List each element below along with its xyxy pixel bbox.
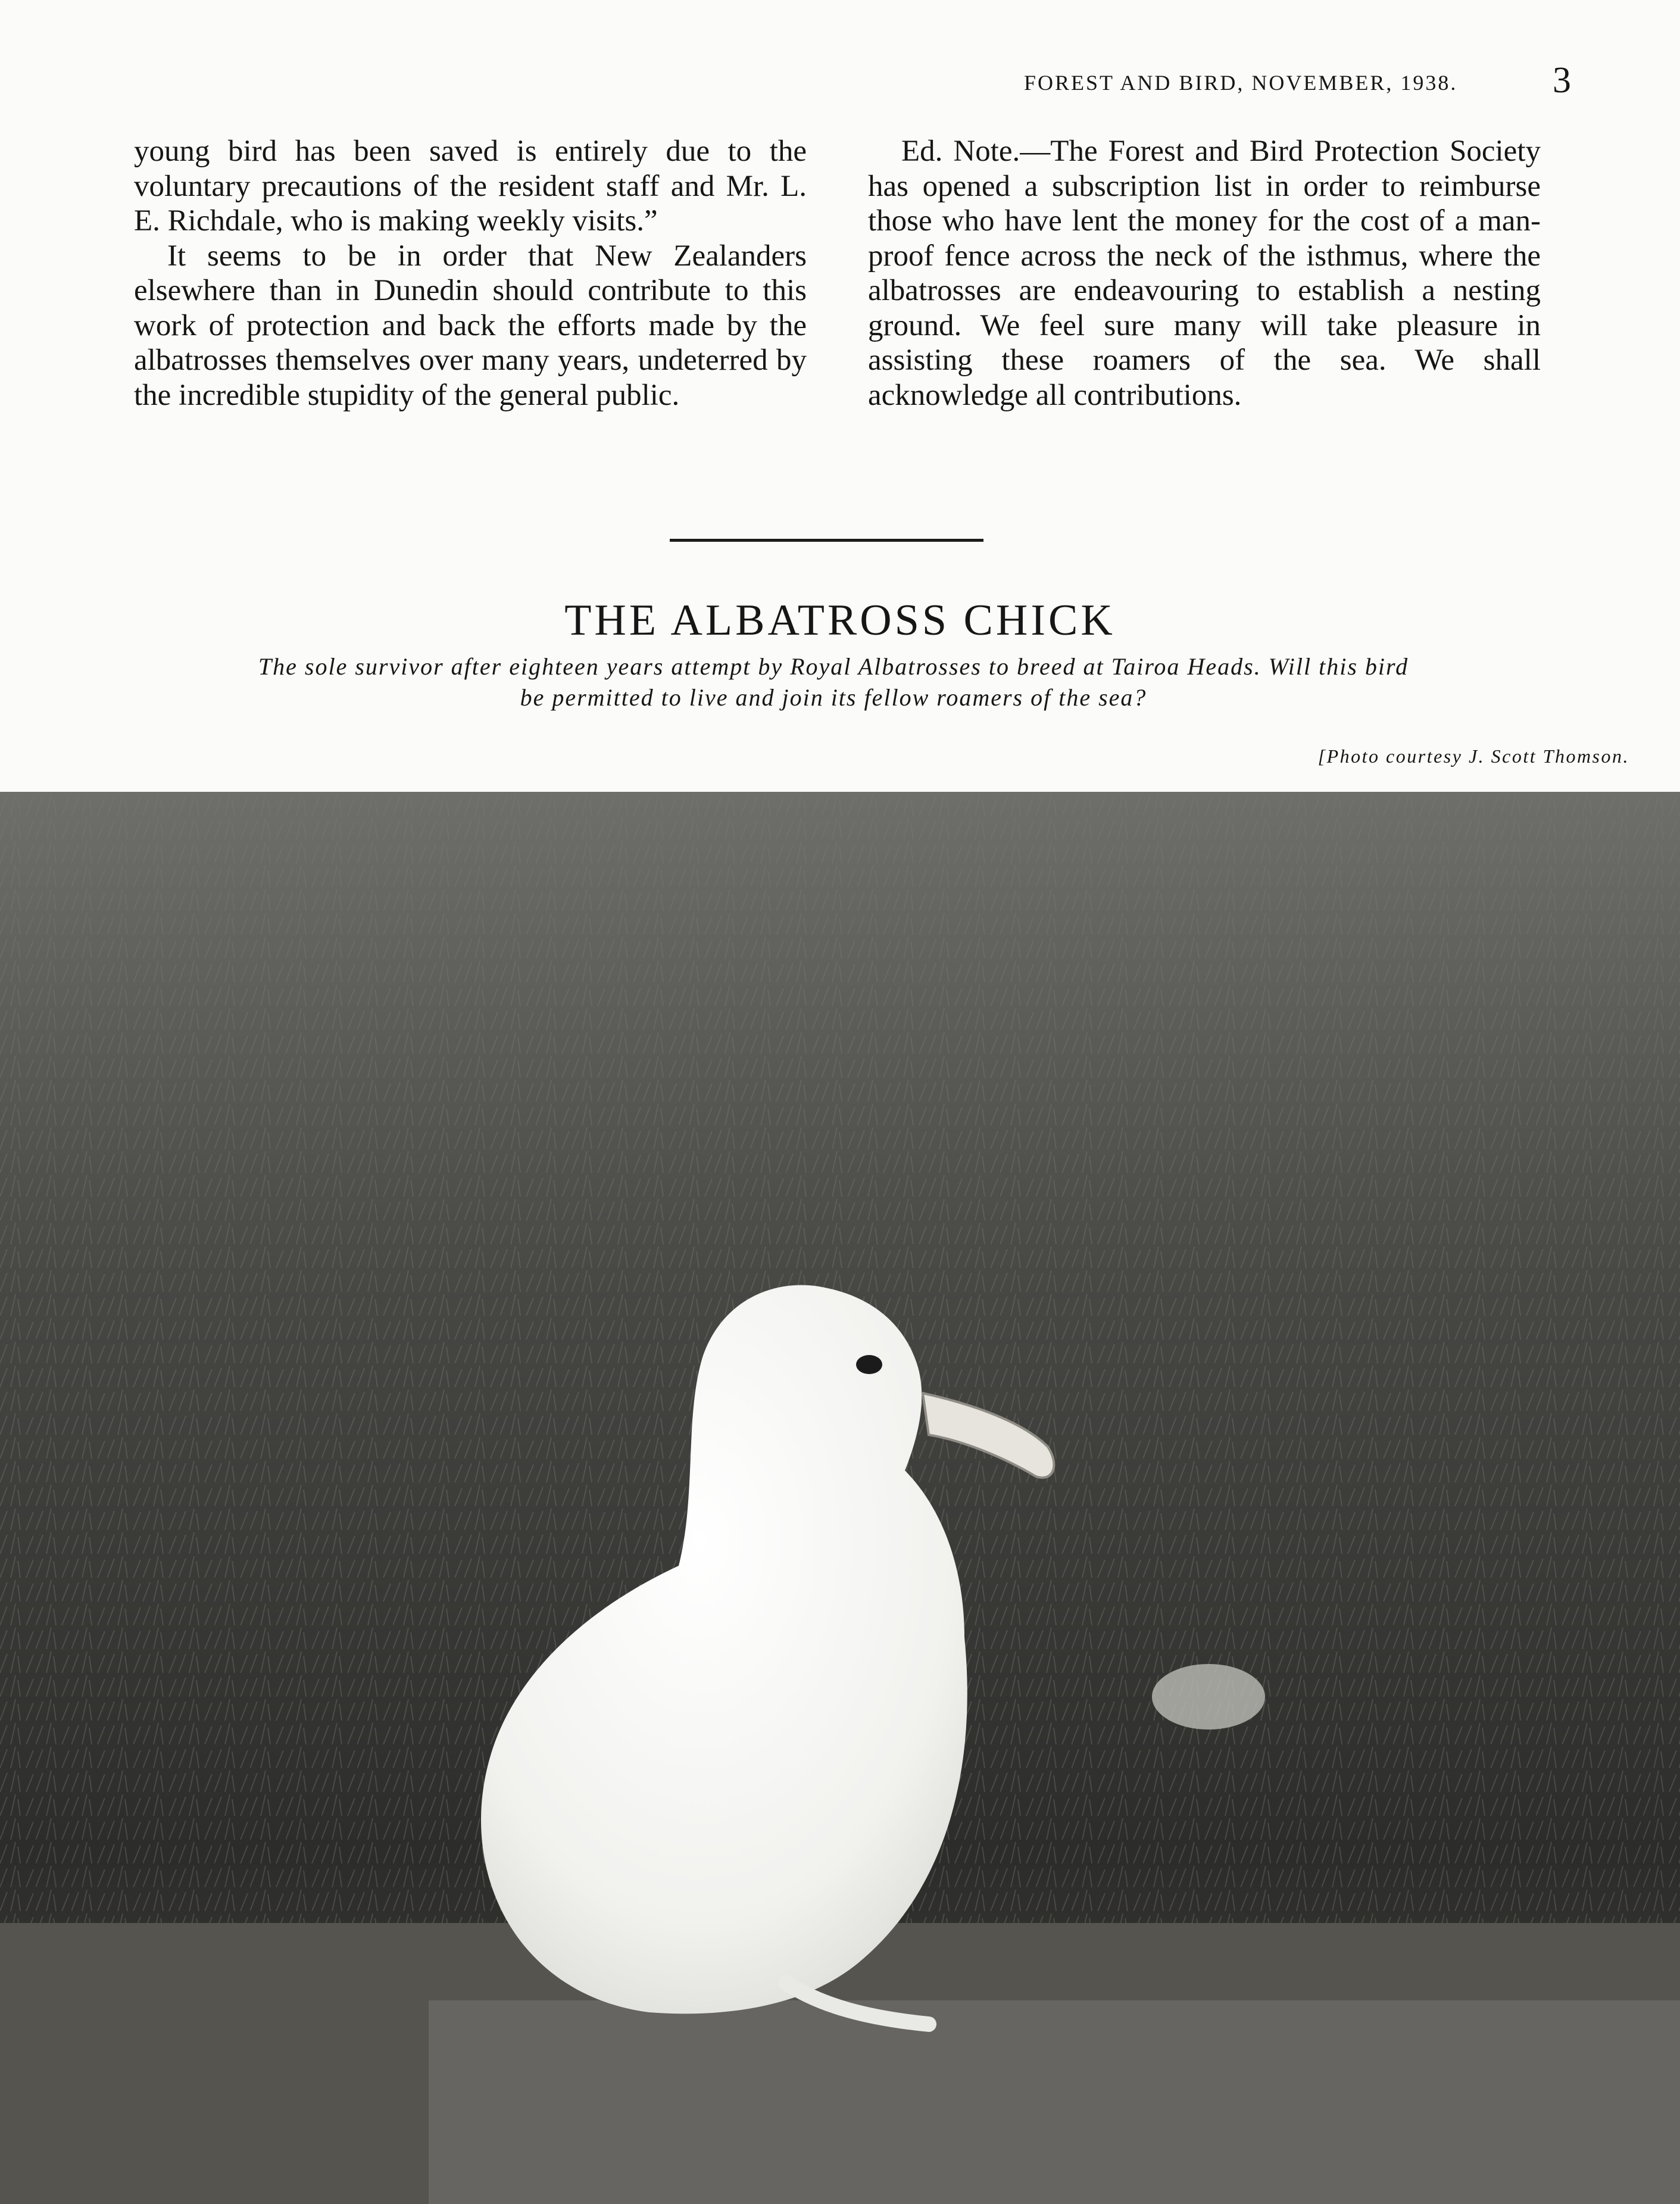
stone [1152, 1664, 1265, 1730]
section-divider [670, 539, 983, 542]
photo-illustration [0, 792, 1680, 2204]
photo-caption: The sole survivor after eighteen years attempt by Royal Albatrosses to breed at Tairoa Heads. Will this bird be permitted to live and join its fellow roamers of the sea? [258, 653, 1409, 711]
right-column [868, 134, 1541, 413]
left-paragraph-1: young bird has been saved is entirely due to the voluntary precautions of the resident staff and Mr. L. E. Richdale, who is making weekly visits.” [134, 135, 807, 238]
editor-note-paragraph: Ed. Note.—The Forest and Bird Protection Society has opened a subscription list in order to reimburse those who have lent the money for the cost of a man-proof fence across the neck of the isthmus, where the albatrosses are endeavouring to establish a nesting ground. We feel sure many will take pleasure in assisting these roamers of the sea. We shall acknowledge all contributions. [868, 135, 1541, 412]
left-column [134, 134, 807, 413]
running-head: FOREST AND BIRD, NOVEMBER, 1938. [1024, 71, 1458, 95]
albatross-chick-photo [0, 792, 1680, 2204]
left-paragraph-2: It seems to be in order that New Zealanders elsewhere than in Dunedin should contribute to this work of protection and back the efforts made by the albatrosses themselves over many years, undeterred by the incredible stupidity of the general public. [134, 239, 807, 412]
photo-credit: [Photo courtesy J. Scott Thomson. [1317, 745, 1629, 767]
wooden-board [429, 2000, 1680, 2204]
article-title: THE ALBATROSS CHICK [564, 596, 1116, 645]
page-number: 3 [1553, 60, 1571, 101]
